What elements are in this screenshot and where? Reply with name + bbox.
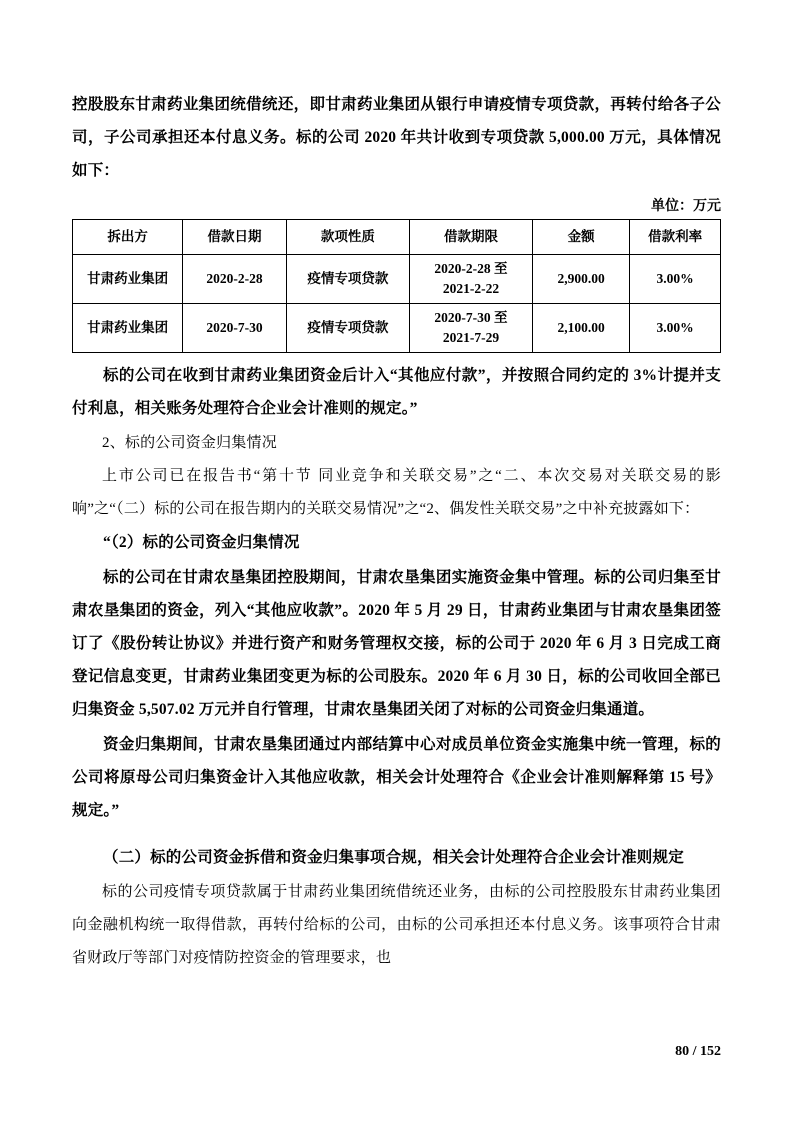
paragraph-accounting-note: 标的公司在收到甘肃药业集团资金后计入“其他应付款”，并按照合同约定的 3%计提并支付利息，相关账务处理符合企业会计准则的规定。”	[72, 367, 721, 417]
table-header-cell: 借款日期	[183, 220, 287, 255]
table-cell-rate: 3.00%	[630, 304, 721, 353]
paragraph-intro: 控股股东甘肃药业集团统借统还，即甘肃药业集团从银行申请疫情专项贷款，再转付给各子公司，子公司承担还本付息义务。标的公司 2020 年共计收到专项贷款 5,000.00 万元，具体情况如下：	[72, 96, 721, 179]
table-cell-amount: 2,900.00	[533, 255, 630, 304]
paragraph-fund-pooling-period: 资金归集期间，甘肃农垦集团通过内部结算中心对成员单位资金实施集中统一管理，标的公司将原母公司归集资金计入其他应收款，相关会计处理符合《企业会计准则解释第 15 号》规定。”	[72, 736, 721, 819]
table-cell-nature: 疫情专项贷款	[286, 304, 409, 353]
table-cell-term-line1: 2020-7-30 至	[434, 310, 508, 325]
table-cell-nature: 疫情专项贷款	[286, 255, 409, 304]
table-cell-term-line2: 2021-2-22	[442, 281, 500, 296]
loan-table	[72, 219, 721, 353]
table-cell-rate: 3.00%	[630, 255, 721, 304]
table-unit-label: 单位：万元	[651, 199, 721, 214]
paragraph-quote-title: “（2）标的公司资金归集情况	[103, 534, 300, 551]
page-number: 80 / 152	[675, 1044, 721, 1059]
table-cell-term	[409, 255, 532, 304]
table-header-cell: 借款利率	[630, 220, 721, 255]
table-cell-date: 2020-2-28	[183, 255, 287, 304]
table-cell-amount: 2,100.00	[533, 304, 630, 353]
table-header-row	[73, 220, 721, 255]
table-header-cell: 款项性质	[286, 220, 409, 255]
table-cell-date: 2020-7-30	[183, 304, 287, 353]
paragraph-fund-pooling-detail: 标的公司在甘肃农垦集团控股期间，甘肃农垦集团实施资金集中管理。标的公司归集至甘肃农垦集团的资金，列入“其他应收款”。2020 年 5 月 29 日，甘肃药业集团与甘肃农垦集团签订了《股份转让协议》并进行资产和财务管理权交接，标的公司于 2020 年 6 月 3 日完成工商登记信息变更，甘肃药业集团变更为标的公司股东。2020 年 6 月 30 日，标的公司收回全部已归集资金 5,507.02 万元并自行管理，甘肃农垦集团关闭了对标的公司资金归集通道。	[72, 569, 721, 718]
paragraph-section-2-title: 2、标的公司资金归集情况	[102, 435, 277, 451]
table-header-cell: 金额	[533, 220, 630, 255]
table-row	[73, 255, 721, 304]
table-cell-term-line1: 2020-2-28 至	[434, 261, 508, 276]
paragraph-disclosure-reference: 上市公司已在报告书“第十节 同业竞争和关联交易”之“二、本次交易对关联交易的影响”之“（二）标的公司在报告期内的关联交易情况”之“2、偶发性关联交易”之中补充披露如下：	[72, 468, 721, 517]
paragraph-conclusion: 标的公司疫情专项贷款属于甘肃药业集团统借统还业务，由标的公司控股股东甘肃药业集团向金融机构统一取得借款，再转付给标的公司，由标的公司承担还本付息义务。该事项符合甘肃省财政厅等部门对疫情防控资金的管理要求，也	[72, 884, 721, 966]
table-cell-term-line2: 2021-7-29	[442, 330, 500, 345]
table-row	[73, 304, 721, 353]
table-header-cell: 借款期限	[409, 220, 532, 255]
spacer	[72, 829, 721, 841]
table-cell-lender: 甘肃药业集团	[73, 255, 183, 304]
table-cell-term	[409, 304, 532, 353]
paragraph-section-2-heading: （二）标的公司资金拆借和资金归集事项合规，相关会计处理符合企业会计准则规定	[103, 849, 684, 866]
table-header-cell: 拆出方	[73, 220, 183, 255]
table-cell-lender: 甘肃药业集团	[73, 304, 183, 353]
